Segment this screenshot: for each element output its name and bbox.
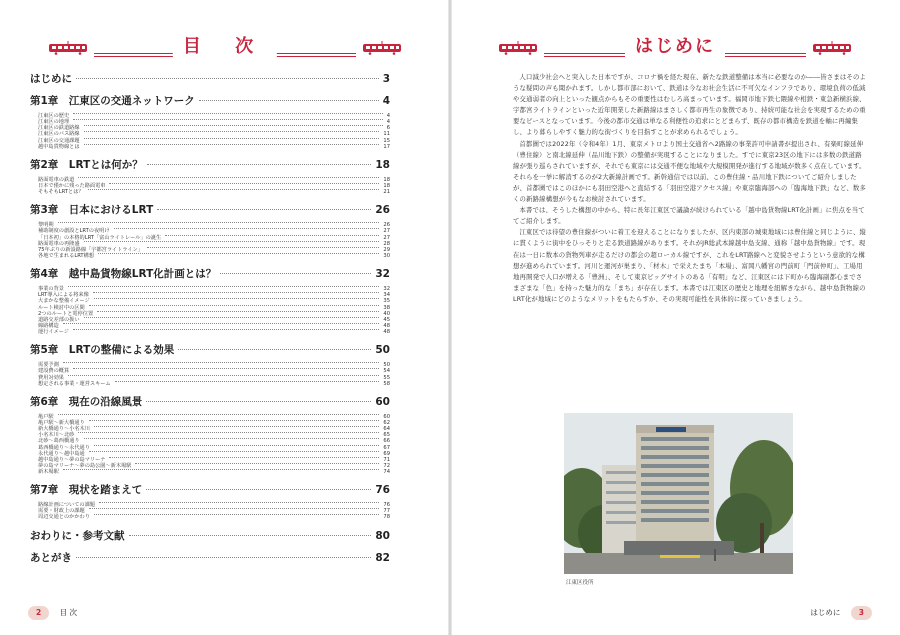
toc-section-page: 78 xyxy=(383,514,390,521)
toc-section-page: 72 xyxy=(383,462,390,469)
toc-section-title: 建設費の概算 xyxy=(38,368,70,375)
toc-section-page: 50 xyxy=(383,362,390,369)
toc-section-title: 2つのルートと電停位置 xyxy=(38,310,94,317)
toc-section-title: 道路交差部の扱い xyxy=(38,316,80,323)
toc-section-page: 45 xyxy=(383,316,390,323)
leader-dots xyxy=(93,292,380,293)
toc-chapter-title: 第7章 現状を踏まえて xyxy=(30,484,143,497)
toc-chapter-title: 第3章 日本におけるLRT xyxy=(30,204,154,217)
toc-chapter-title: おわりに・参考文献 xyxy=(30,529,125,542)
leader-dots xyxy=(109,183,379,184)
leader-dots xyxy=(99,502,379,503)
toc-section-title: そもそもLRTとは？ xyxy=(38,189,84,196)
toc-section-page: 29 xyxy=(383,246,390,253)
leader-dots xyxy=(97,311,379,312)
photo-caption: 江東区役所 xyxy=(566,580,594,586)
toc-section-page: 6 xyxy=(386,125,390,132)
toc-section-title: 江東区のバス路線 xyxy=(38,131,80,138)
page-number: 2 xyxy=(28,606,49,620)
toc-chapter-title: 第6章 現在の沿線風景 xyxy=(30,395,143,408)
toc-section-page: 58 xyxy=(383,380,390,387)
toc-chapter-row xyxy=(30,94,390,108)
toc-section-title: 75年ぶりの新設路線「宇都宮ライトライン」 xyxy=(38,246,143,253)
leader-dots xyxy=(135,463,379,464)
page-number: 3 xyxy=(851,606,872,620)
toc-section-page: 35 xyxy=(383,298,390,305)
leader-dots xyxy=(76,557,371,558)
intro-paragraph: 首都圏では2022年（令和4年）1月、東京メトロより国土交通省へ2路線の事業許可申請書が提出され、有楽町線延伸（豊住線）と南北線延伸（品川地下鉄）の整備が実現することになりました。すでに東京23区の地下には多数の鉄道路線が張り巡らされていますが、それでも東京には交通不便な地域や大規模開発が進行する地域が数多く点在しています。それらを一挙に解消するのが2大新線計画です。新幹通信では以前、この豊住線・品川地下鉄についてご紹介しましたが、首都圏ではこのほかにも羽田空港へと直結する「羽田空港アクセス線」や東京臨海部への「臨海地下鉄」など、数多くの新路線構想が今もなお検討されています。 xyxy=(513,139,866,204)
toc-section-page: 18 xyxy=(383,176,390,183)
toc-section-title: 亀戸駅～新大橋通り xyxy=(38,419,85,426)
toc-chapter-row xyxy=(30,203,390,217)
toc-section-title: 想定される事業・運営スキーム xyxy=(38,380,111,387)
toc-section-title: ルート検討中の区間 xyxy=(38,304,85,311)
leader-dots xyxy=(94,445,380,446)
toc-section-title: 需要予測 xyxy=(38,362,59,369)
toc-section-title: LRT導入による将来像 xyxy=(38,292,89,299)
toc-chapter-row xyxy=(30,551,390,565)
toc-section-title: 北砂～葛西橋通り xyxy=(38,438,80,445)
leader-dots xyxy=(146,489,371,490)
leader-dots xyxy=(63,469,380,470)
toc-section-title: 越中島通り～夢の島マリーナ xyxy=(38,456,106,463)
leader-dots xyxy=(73,119,383,120)
intro-header xyxy=(498,36,852,58)
toc-chapter-title: はじめに xyxy=(30,73,72,85)
toc-chapter-title: あとがき xyxy=(30,551,72,564)
toc-section-title: 亀戸駅 xyxy=(38,413,54,420)
toc-section-title: 新木場駅 xyxy=(38,469,59,476)
leader-dots xyxy=(84,144,380,145)
leader-dots xyxy=(89,420,380,421)
leader-dots xyxy=(84,125,383,126)
footer-label: 目 次 xyxy=(59,608,77,617)
tram-icon xyxy=(362,41,402,55)
toc-section-page: 26 xyxy=(383,222,390,229)
toc-chapter-row xyxy=(30,529,390,543)
toc-section-page: 60 xyxy=(383,413,390,420)
toc-chapter-row xyxy=(30,343,390,357)
leader-dots xyxy=(73,113,383,114)
leader-dots xyxy=(73,368,379,369)
leader-dots xyxy=(84,317,380,318)
toc-header xyxy=(48,36,402,58)
toc-section-title: 江東区の歴史 xyxy=(38,113,70,119)
toc-section-page: 48 xyxy=(383,329,390,336)
toc-section-title: 葛西橋通り～永代通り xyxy=(38,444,90,451)
leader-dots xyxy=(73,329,379,330)
leader-dots xyxy=(84,131,380,132)
leader-dots xyxy=(94,298,380,299)
toc-section-title: 日本で僅かに残った路面電車 xyxy=(38,182,106,189)
toc-chapter-page: 3 xyxy=(382,73,390,85)
toc-chapter-row xyxy=(30,72,390,86)
toc-section-title: 江東区の鉄道路線 xyxy=(38,125,80,132)
toc-chapter-page: 32 xyxy=(375,268,390,281)
right-footer xyxy=(810,606,872,620)
toc-section-page: 15 xyxy=(383,137,390,144)
toc-section-page: 4 xyxy=(386,113,390,119)
leader-dots xyxy=(63,323,380,324)
toc-section-title: 越中島貨物線とは xyxy=(38,143,80,150)
leader-dots xyxy=(94,514,380,515)
toc-chapter-page: 26 xyxy=(375,204,390,217)
leader-dots xyxy=(220,273,371,274)
tram-icon xyxy=(48,41,88,55)
toc-section-page: 38 xyxy=(383,304,390,311)
leader-dots xyxy=(84,138,380,139)
leader-dots xyxy=(89,451,380,452)
leader-dots xyxy=(68,375,379,376)
toc-section-page: 30 xyxy=(383,252,390,259)
toc-section-page: 21 xyxy=(383,189,390,196)
toc-section-title: 各地で生まれるLRT構想 xyxy=(38,252,94,259)
intro-body xyxy=(513,72,868,305)
toc-section-title: 路面電車の鉄道 xyxy=(38,176,75,183)
page-title: 目 次 xyxy=(173,36,277,58)
toc-chapter-page: 76 xyxy=(375,484,390,497)
intro-paragraph: 人口減少社会へと突入した日本ですが、コロナ禍を経た現在、新たな鉄道整備は本当に必要なのか――皆さまはそのような疑問の声も聞かれます。しかし都市部において、鉄道は今なお社会生活に不可欠なインフラであり、環境負荷の低減や交通弱者の向上といった観点からもその重要性はむしろ高まっています。福岡市地下鉄七隈線や相鉄・東急新横浜線、宇都宮ライトラインといった近年開業した新路線はまさしく都市再生の象徴であり、持続可能な社会を実現するための重要なピースとなっています。今後の都市交通は単なる利便性の追求にとどまらず、既存の都市構造を鉄道を軸に再編集し、より暮らしやすく魅力的な街づくりを目指すことが求められるでしょう。 xyxy=(513,73,867,137)
leader-dots xyxy=(94,426,380,427)
toc-chapter-page: 4 xyxy=(382,95,390,107)
leader-dots xyxy=(147,247,380,248)
leader-dots xyxy=(115,381,380,382)
leader-dots xyxy=(63,362,380,363)
toc-section-title: 運行イメージ xyxy=(38,329,69,336)
toc-section-page: 55 xyxy=(383,374,390,381)
leader-dots xyxy=(89,305,380,306)
toc-section-page: 62 xyxy=(383,419,390,426)
tram-icon xyxy=(498,41,538,55)
leader-dots xyxy=(68,286,379,287)
leader-dots xyxy=(84,438,380,439)
toc-chapter-row xyxy=(30,483,390,497)
toc-chapter-page: 18 xyxy=(375,158,390,171)
leader-dots xyxy=(78,432,379,433)
left-footer xyxy=(28,606,77,620)
leader-dots xyxy=(199,100,379,101)
leader-dots xyxy=(114,228,380,229)
toc-section-page: 71 xyxy=(383,456,390,463)
toc-section-page: 64 xyxy=(383,426,390,433)
toc-section-title: 「日本初」の本格的LRT「富山ライトレール」の誕生 xyxy=(38,234,162,241)
tram-icon xyxy=(812,41,852,55)
toc-section-title: 夢の島マリーナ～夢の島公園～新木場駅 xyxy=(38,462,132,469)
toc-section-page: 77 xyxy=(383,508,390,515)
building-photo xyxy=(564,413,793,574)
toc-section-page: 17 xyxy=(383,143,390,150)
toc-section-page: 27 xyxy=(383,234,390,241)
leader-dots xyxy=(98,253,379,254)
leader-dots xyxy=(129,535,372,536)
toc-chapter-page: 82 xyxy=(375,551,390,564)
toc-section-page: 74 xyxy=(383,469,390,476)
toc-section-title: 線路構造 xyxy=(38,322,59,329)
leader-dots xyxy=(58,222,380,223)
leader-dots xyxy=(88,189,380,190)
footer-label: はじめに xyxy=(810,608,841,617)
toc-chapter-row xyxy=(30,158,390,172)
toc-section-page: 27 xyxy=(383,228,390,235)
toc-section-title: 黎明期 xyxy=(38,222,54,229)
toc-section-title: 江東区の交通課題 xyxy=(38,137,80,144)
leader-dots xyxy=(146,401,371,402)
toc-section-page: 32 xyxy=(383,286,390,293)
toc-section-title: 大まかな整備イメージ xyxy=(38,298,90,305)
toc-chapter-title: 第1章 江東区の交通ネットワーク xyxy=(30,95,195,107)
intro-paragraph: 本書では、そうした構想の中から、特に長年江東区で議論が続けられている「越中島貨物線LRT化計画」に焦点を当ててご紹介します。 xyxy=(513,206,865,226)
leader-dots xyxy=(58,414,380,415)
leader-dots xyxy=(84,241,380,242)
leader-dots xyxy=(178,349,371,350)
toc-chapter-title: 第4章 越中島貨物線LRT化計画とは？ xyxy=(30,268,217,281)
toc-section-page: 76 xyxy=(383,502,390,509)
toc-section-page: 69 xyxy=(383,450,390,457)
toc-section-title: 周辺交通とのかかわり xyxy=(38,514,90,521)
page-title: はじめに xyxy=(625,36,725,58)
leader-dots xyxy=(157,209,371,210)
intro-paragraph: 江東区では待望の豊住線がついに着工を迎えることになりましたが、区内東部の城東地域には豊住線と同じように、縦に貫くように街中をひっそりと走る鉄道路線があります。それがJR総武本線越中島支線、通称「越中島貨物線」です。現在は一日に数本の貨物列車が走るだけの都会の超ローカル線ですが、これをLRT路線へと変貌させようという意欲的な構想が進められています。河川と運河が巣まり、「材木」で栄えたまち「本場」、富岡八幡宮の門前町「門前仲町」、工場用地再開発で人口が増える「豊洲」、そして東京ビッグサイトのある「有明」など、江東区には下町から臨海副都心までさまざまな「色」を持った魅力的な「まち」が存在します。本書では江東区の歴史と地理を紐解きながら、越中島貨物線のLRT化が地域にどのようなメリットをもたらすか、その実現可能性を具体的に探っていきましょう。 xyxy=(513,228,867,303)
toc-section-title: 路面電車の再隆盛 xyxy=(38,240,80,247)
toc-chapter-row xyxy=(30,267,390,281)
toc-section-title: 事業の背景 xyxy=(38,286,64,293)
leader-dots xyxy=(109,457,379,458)
toc-section-title: 需要・財政上の課題 xyxy=(38,508,85,515)
leader-dots xyxy=(147,164,372,165)
leader-dots xyxy=(76,78,379,79)
toc-section-page: 34 xyxy=(383,292,390,299)
toc-chapter-title: 第2章 LRTとは何か？ xyxy=(30,158,143,171)
toc-section-page: 66 xyxy=(383,438,390,445)
table-of-contents xyxy=(30,72,390,573)
toc-section-page: 11 xyxy=(383,131,390,138)
toc-section-page: 4 xyxy=(386,119,390,126)
toc-section-page: 40 xyxy=(383,310,390,317)
toc-chapter-page: 80 xyxy=(375,529,390,542)
leader-dots xyxy=(89,508,380,509)
toc-section-page: 18 xyxy=(383,182,390,189)
toc-section-title: 永代通り～越中島通 xyxy=(38,450,85,457)
photo-koto-ward-office xyxy=(564,413,793,574)
toc-chapter-page: 60 xyxy=(375,395,390,408)
toc-section-title: 小名木川～北砂 xyxy=(38,432,75,439)
leader-dots xyxy=(78,177,379,178)
toc-section-page: 54 xyxy=(383,368,390,375)
toc-section-title: 江東区の地理 xyxy=(38,119,70,126)
toc-section-title: 費用対効果 xyxy=(38,374,64,381)
toc-section-title: 路線計画についての課題 xyxy=(38,502,95,509)
toc-section-title: 補助制度の創設とLRTの夜明け xyxy=(38,228,110,235)
toc-section-title: 新大橋通り～小名木川 xyxy=(38,426,90,433)
toc-section-page: 65 xyxy=(383,432,390,439)
toc-section-page: 67 xyxy=(383,444,390,451)
toc-chapter-row xyxy=(30,395,390,409)
toc-section-page: 28 xyxy=(383,240,390,247)
toc-chapter-title: 第5章 LRTの整備による効果 xyxy=(30,344,175,357)
toc-chapter-page: 50 xyxy=(375,344,390,357)
toc-section-page: 48 xyxy=(383,322,390,329)
leader-dots xyxy=(165,235,379,236)
